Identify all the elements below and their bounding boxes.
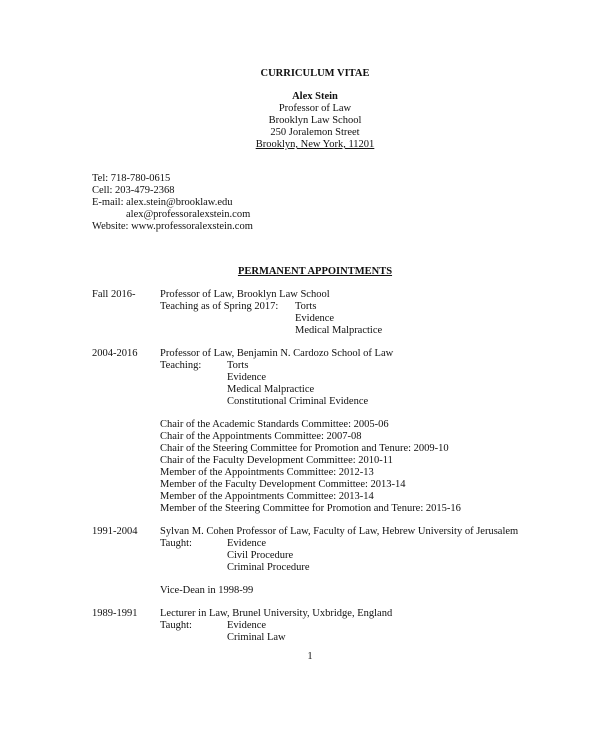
section-heading-text: PERMANENT APPOINTMENTS bbox=[237, 266, 393, 277]
address-street: 250 Joralemon Street bbox=[270, 127, 360, 138]
address-city bbox=[200, 139, 430, 151]
appointment-title: Sylvan M. Cohen Professor of Law, Faculty of Law, Hebrew University of Jerusalem bbox=[160, 526, 519, 537]
committee-item: Chair of the Appointments Committee: 2007-08 bbox=[160, 431, 362, 442]
course-item: Torts bbox=[227, 360, 249, 371]
course-item: Evidence bbox=[227, 620, 267, 631]
appointment-title: Professor of Law, Benjamin N. Cardozo School of Law bbox=[160, 348, 394, 359]
course-item: Constitutional Criminal Evidence bbox=[227, 396, 369, 407]
course-item: Medical Malpractice bbox=[227, 384, 315, 395]
teaching-label: Taught: bbox=[160, 620, 192, 631]
contact-email-primary: E-mail: alex.stein@brooklaw.edu bbox=[92, 197, 233, 208]
appointment-title: Professor of Law, Brooklyn Law School bbox=[160, 289, 330, 300]
page-number: 1 bbox=[307, 651, 313, 662]
address-city-text: Brooklyn, New York, 11201 bbox=[255, 139, 375, 150]
author-name: Alex Stein bbox=[292, 91, 338, 102]
course-item: Evidence bbox=[295, 313, 335, 324]
course-item: Evidence bbox=[227, 372, 267, 383]
course-item: Civil Procedure bbox=[227, 550, 294, 561]
committee-item: Chair of the Academic Standards Committee: 2005-06 bbox=[160, 419, 389, 430]
appointment-dates: 2004-2016 bbox=[92, 348, 138, 359]
contact-website: Website: www.professoralexstein.com bbox=[92, 221, 253, 232]
contact-email-secondary: alex@professoralexstein.com bbox=[126, 209, 251, 220]
appointment-title: Lecturer in Law, Brunel University, Uxbridge, England bbox=[160, 608, 393, 619]
document-title: CURRICULUM VITAE bbox=[260, 68, 370, 79]
teaching-label: Taught: bbox=[160, 538, 192, 549]
committee-item: Chair of the Steering Committee for Promotion and Tenure: 2009-10 bbox=[160, 443, 449, 454]
teaching-label: Teaching: bbox=[160, 360, 202, 371]
committee-item: Member of the Appointments Committee: 2013-14 bbox=[160, 491, 374, 502]
committee-item: Chair of the Faculty Development Committee: 2010-11 bbox=[160, 455, 393, 466]
contact-tel: Tel: 718-780-0615 bbox=[92, 173, 171, 184]
course-item: Torts bbox=[295, 301, 317, 312]
committee-item: Member of the Appointments Committee: 2012-13 bbox=[160, 467, 374, 478]
course-item: Evidence bbox=[227, 538, 267, 549]
course-item: Medical Malpractice bbox=[295, 325, 383, 336]
course-item: Criminal Law bbox=[227, 632, 286, 643]
contact-cell: Cell: 203-479-2368 bbox=[92, 185, 175, 196]
committee-item: Member of the Faculty Development Committee: 2013-14 bbox=[160, 479, 406, 490]
section-heading bbox=[200, 266, 430, 278]
committee-item: Member of the Steering Committee for Promotion and Tenure: 2015-16 bbox=[160, 503, 461, 514]
author-position: Professor of Law bbox=[278, 103, 352, 114]
appointment-dates: 1991-2004 bbox=[92, 526, 138, 537]
appointment-dates: 1989-1991 bbox=[92, 608, 138, 619]
appointment-note: Vice-Dean in 1998-99 bbox=[160, 585, 254, 596]
teaching-label: Teaching as of Spring 2017: bbox=[160, 301, 279, 312]
appointment-dates: Fall 2016- bbox=[92, 289, 136, 300]
author-school: Brooklyn Law School bbox=[268, 115, 362, 126]
course-item: Criminal Procedure bbox=[227, 562, 310, 573]
